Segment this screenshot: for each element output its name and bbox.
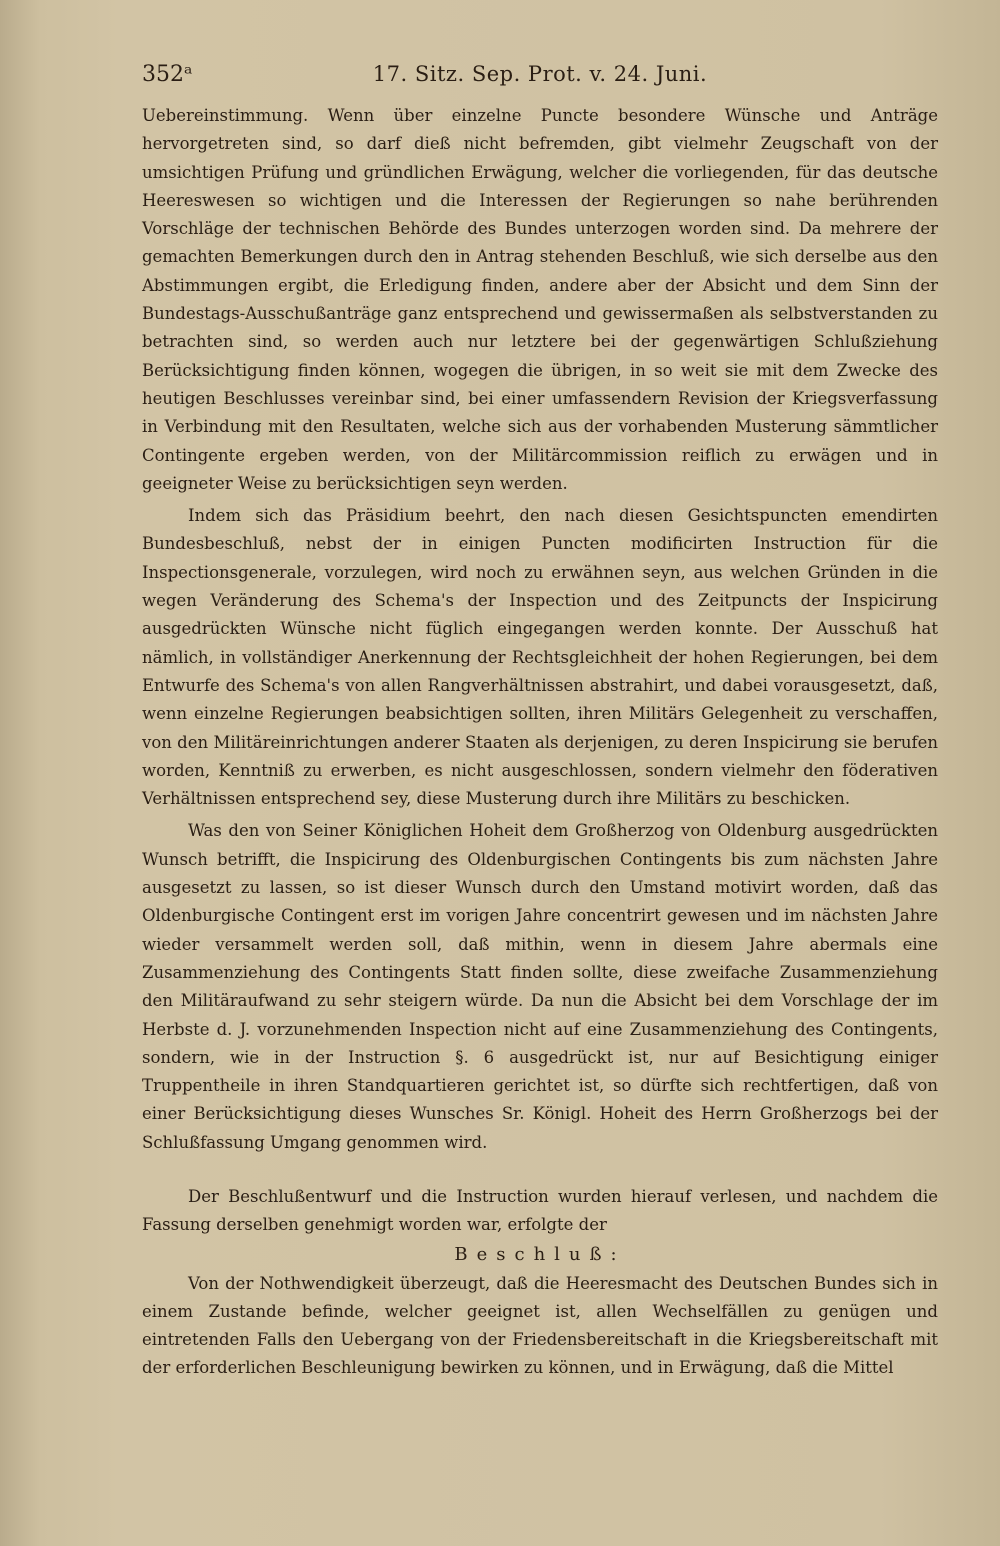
paragraph-5: Von der Nothwendigkeit überzeugt, daß die Heeresmacht des Deutschen Bundes sich in einem Zustande befinde, welcher geeignet ist, allen Wechselfällen zu genügen und eintretenden Falls den Uebergang von der Friedensbereitschaft in die Kriegsbereitschaft mit der erforderlichen Beschleunigung bewirken zu können, und in Erwägung, daß die Mittel <box>142 1273 938 1378</box>
page-number: 352ᵃ <box>142 62 193 87</box>
paragraph-2: Indem sich das Präsidium beehrt, den nach diesen Gesichtspuncten emendirten Bundesbeschluß, nebst der in einigen Puncten modificirten Instruction für die Inspectionsgenerale, vorzulegen, wird noch zu erwähnen seyn, aus welchen Gründen in die wegen Veränderung des Schema's der Inspection und des Zeitpuncts der Inspicirung ausgedrückten Wünsche nicht füglich eingegangen werden konnte. Der Ausschuß hat nämlich, in vollständiger Anerkennung der Rechtsgleichheit der hohen Regierungen, bei dem Entwurfe des Schema's von allen Rangverhältnissen abstrahirt, und dabei vorausgesetzt, daß, wenn einzelne Regierungen beabsichtigen sollten, ihren Militärs Gelegenheit zu verschaffen, von den Militäreinrichtungen anderer Staaten als derjenigen, zu deren Inspicirung sie berufen worden, Kenntniß zu erwerben, es nicht ausgeschlossen, sondern vielmehr den föderativen Verhältnissen entsprechend sey, diese Musterung durch ihre Militärs zu beschicken. <box>142 506 938 809</box>
paragraph-4: Der Beschlußentwurf und die Instruction wurden hierauf verlesen, und nachdem die Fassung derselben genehmigt worden war, erfolgte der <box>142 1186 938 1235</box>
running-title: 17. Sitz. Sep. Prot. v. 24. Juni. <box>372 62 708 86</box>
page-header <box>142 62 938 96</box>
section-gap <box>142 1157 938 1183</box>
paragraph-1: Uebereinstimmung. Wenn über einzelne Puncte besondere Wünsche und Anträge hervorgetreten sind, so darf dieß nicht befremden, gibt vielmehr Zeugschaft von der umsichtigen Prüfung und gründlichen Erwägung, welcher die vorliegenden, für das deutsche Heereswesen so wichtigen und die Interessen der Regierungen so nahe berührenden Vorschläge der technischen Behörde des Bundes unterzogen worden sind. Da mehrere der gemachten Bemerkungen durch den in Antrag stehenden Beschluß, wie sich derselbe aus den Abstimmungen ergibt, die Erledigung finden, andere aber der Absicht und dem Sinn der Bundestags-Ausschußanträge ganz entsprechend und gewissermaßen als selbstverstanden zu betrachten sind, so werden auch nur letztere bei der gegenwärtigen Schlußziehung Berücksichtigung finden können, wogegen die übrigen, in so weit sie mit dem Zwecke des heutigen Beschlusses vereinbar sind, bei einer umfassendern Revision der Kriegsverfassung in Verbindung mit den Resultaten, welche sich aus der vorhabenden Musterung sämmtlicher Contingente ergeben werden, von der Militärcommission reiflich zu erwägen und in geeigneter Weise zu berücksichtigen seyn werden. <box>142 106 938 493</box>
paragraph-3: Was den von Seiner Königlichen Hoheit dem Großherzog von Oldenburg ausgedrückten Wunsch betrifft, die Inspicirung des Oldenburgischen Contingents bis zum nächsten Jahre ausgesetzt zu lassen, so ist dieser Wunsch durch den Umstand motivirt worden, daß das Oldenburgische Contingent erst im vorigen Jahre concentrirt gewesen und im nächsten Jahre wieder versammelt werden soll, daß mithin, wenn in diesem Jahre abermals eine Zusammenziehung des Contingents Statt finden sollte, diese zweifache Zusammenziehung den Militäraufwand zu sehr steigern würde. Da nun die Absicht bei dem Vorschlage der im Herbste d. J. vorzunehmenden Inspection nicht auf eine Zusammenziehung des Contingents, sondern, wie in der Instruction §. 6 ausgedrückt ist, nur auf Besichtigung einiger Truppentheile in ihren Standquartieren gerichtet ist, so dürfte sich rechtfertigen, daß von einer Berücksichtigung dieses Wunsches Sr. Königl. Hoheit des Herrn Großherzogs bei der Schlußfassung Umgang genommen wird. <box>142 821 938 1152</box>
resolution-heading: Beschluß: <box>454 1243 626 1265</box>
